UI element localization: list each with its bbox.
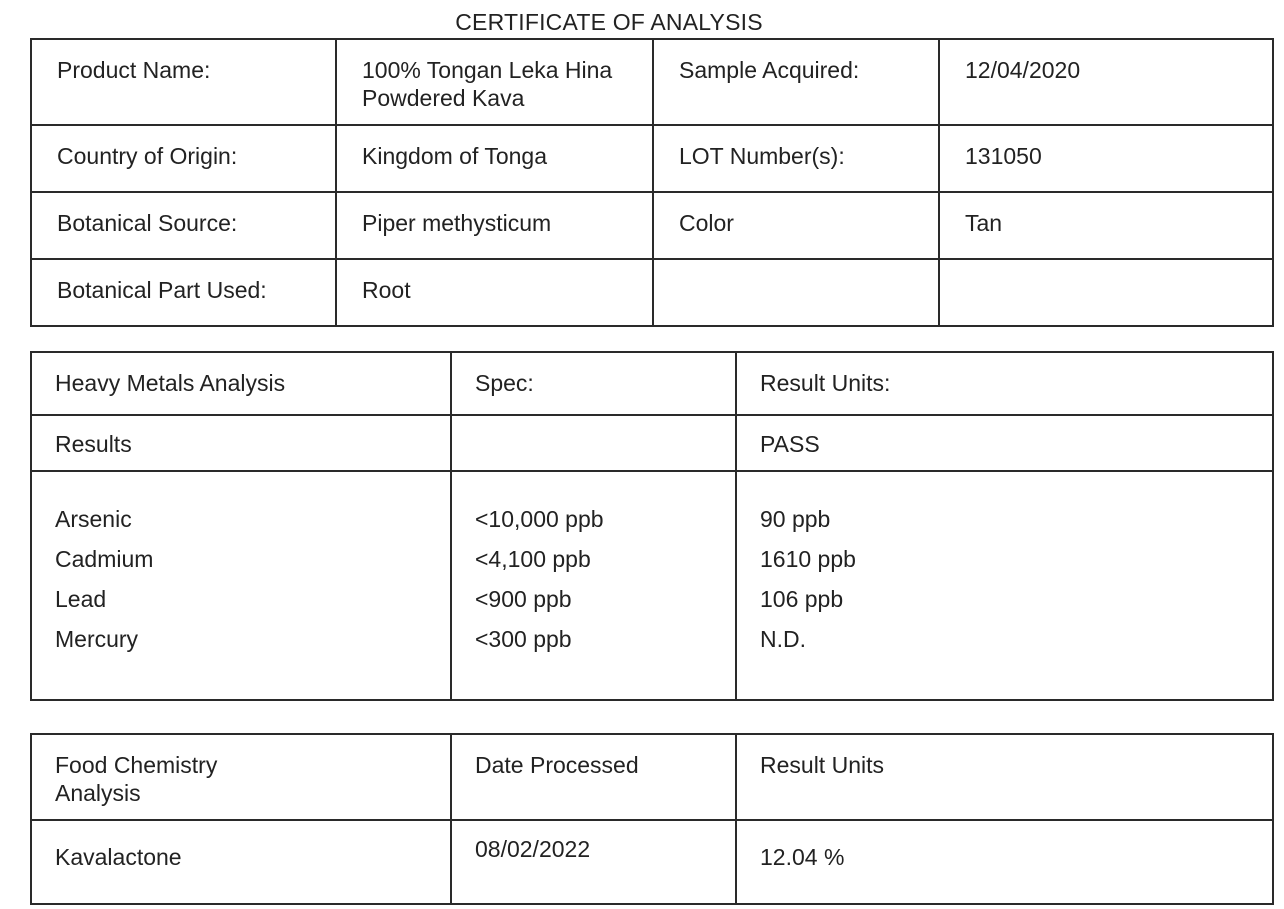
country-label: Country of Origin: [31, 125, 336, 192]
metal-name: Mercury [55, 626, 139, 652]
metal-results-cell [736, 471, 1273, 700]
product-name-label: Product Name: [31, 39, 336, 125]
botanical-part-value: Root [336, 259, 653, 326]
results-label: Results [31, 415, 451, 471]
heavy-metals-table [30, 351, 1274, 701]
metal-specs-cell [451, 471, 736, 700]
metal-result: 106 ppb [760, 586, 844, 612]
date-processed-value: 08/02/2022 [451, 820, 736, 904]
heavy-metals-header: Heavy Metals Analysis [31, 352, 451, 415]
metal-spec: <10,000 ppb [475, 506, 604, 532]
table-row [31, 415, 1273, 471]
overall-result: PASS [736, 415, 1273, 471]
table-row [31, 820, 1273, 904]
table-row [31, 39, 1273, 125]
compound-name: Kavalactone [31, 820, 451, 904]
sample-acquired-label: Sample Acquired: [653, 39, 939, 125]
metal-result: 1610 ppb [760, 546, 856, 572]
result-units-header: Result Units: [736, 352, 1273, 415]
metal-spec: <900 ppb [475, 586, 572, 612]
food-chemistry-header [31, 734, 451, 820]
empty-cell [653, 259, 939, 326]
botanical-source-label: Botanical Source: [31, 192, 336, 259]
food-chemistry-header-line1: Food Chemistry [55, 752, 218, 778]
table-header-row [31, 352, 1273, 415]
color-label: Color [653, 192, 939, 259]
botanical-source-value: Piper methysticum [336, 192, 653, 259]
empty-cell [939, 259, 1273, 326]
color-value: Tan [939, 192, 1273, 259]
kavalactone-result: 12.04 % [736, 820, 1273, 904]
metal-name: Cadmium [55, 546, 154, 572]
botanical-part-label: Botanical Part Used: [31, 259, 336, 326]
metal-result: N.D. [760, 626, 806, 652]
product-name-line2: Powdered Kava [362, 85, 525, 111]
document-title: CERTIFICATE OF ANALYSIS [455, 9, 763, 35]
table-header-row [31, 734, 1273, 820]
table-row [31, 125, 1273, 192]
table-row [31, 259, 1273, 326]
result-units-header: Result Units [736, 734, 1273, 820]
lot-label: LOT Number(s): [653, 125, 939, 192]
spec-header: Spec: [451, 352, 736, 415]
table-row [31, 192, 1273, 259]
metal-result: 90 ppb [760, 506, 831, 532]
product-info-table [30, 38, 1274, 327]
empty-cell [451, 415, 736, 471]
date-processed-header: Date Processed [451, 734, 736, 820]
food-chemistry-header-line2: Analysis [55, 780, 141, 806]
metal-spec: <300 ppb [475, 626, 572, 652]
metal-names-cell [31, 471, 451, 700]
metal-name: Lead [55, 586, 107, 612]
product-name-value [336, 39, 653, 125]
product-name-line1: 100% Tongan Leka Hina [362, 57, 613, 83]
food-chemistry-table [30, 733, 1274, 905]
metal-name: Arsenic [55, 506, 132, 532]
lot-value: 131050 [939, 125, 1273, 192]
country-value: Kingdom of Tonga [336, 125, 653, 192]
table-row [31, 471, 1273, 700]
metal-spec: <4,100 ppb [475, 546, 591, 572]
sample-acquired-value: 12/04/2020 [939, 39, 1273, 125]
